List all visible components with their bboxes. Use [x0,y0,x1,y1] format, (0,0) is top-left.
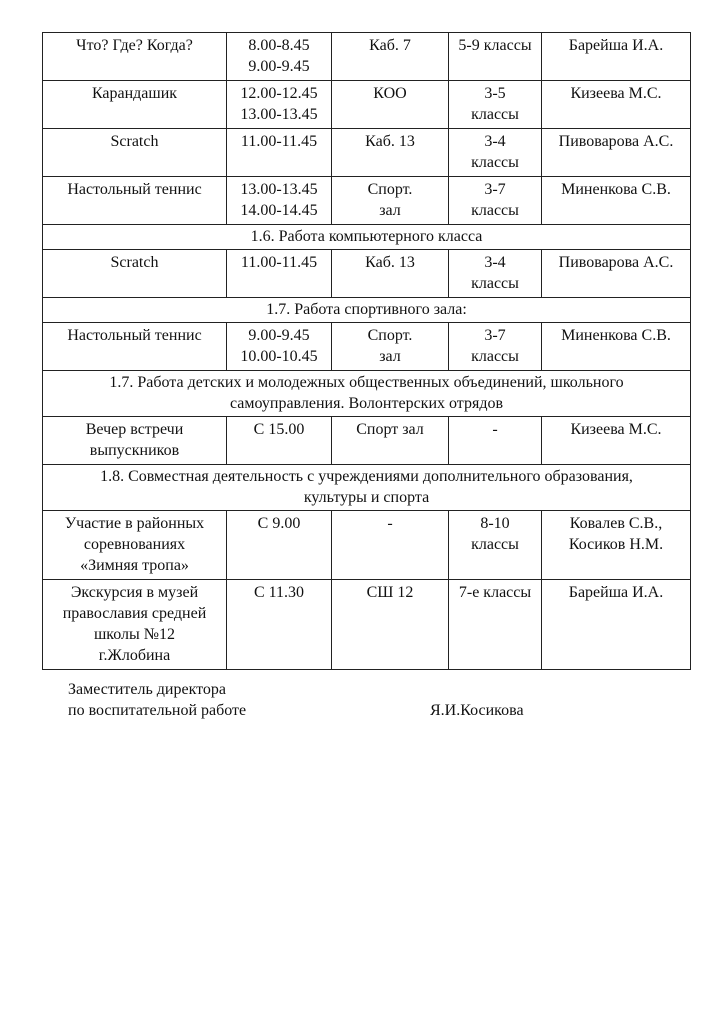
section-heading [43,465,691,511]
table-row [43,81,691,129]
time-cell-line: 9.00-9.45 [248,58,310,75]
section-heading-line: 1.7. Работа детских и молодежных общественных объединений, школьного [109,374,624,391]
place-cell [332,129,449,177]
grade-cell-line: классы [471,275,519,292]
place-cell-line: Спорт. [367,181,413,198]
activity-cell [43,323,227,371]
grade-cell-line: 3-4 [484,133,506,150]
table-row [43,129,691,177]
person-cell-line: Пивоварова А.С. [558,133,674,150]
person-cell [542,511,691,580]
activity-cell [43,580,227,670]
grade-cell [449,177,542,225]
grade-cell-line: 3-5 [484,85,506,102]
activity-cell-line: школы №12 [93,626,176,643]
time-cell [227,580,332,670]
activity-cell-line: Экскурсия в музей [70,584,199,601]
section-row [43,298,691,323]
place-cell [332,580,449,670]
activity-cell [43,511,227,580]
place-cell-line: СШ 12 [366,584,414,601]
grade-cell-line: классы [471,536,519,553]
grade-cell [449,580,542,670]
activity-cell-line: Что? Где? Когда? [76,37,193,54]
activity-cell [43,177,227,225]
person-cell [542,33,691,81]
time-cell-line: 12.00-12.45 [240,85,318,102]
person-cell-line: Миненкова С.В. [561,327,671,344]
grade-cell [449,129,542,177]
place-cell [332,417,449,465]
signature-title-line2: по воспитательной работе [68,702,247,719]
person-cell-line: Кизеева М.С. [570,421,662,438]
schedule-table [42,32,691,670]
time-cell [227,323,332,371]
signature-title-line1: Заместитель директора [68,681,227,698]
activity-cell-line: Scratch [110,254,159,271]
person-cell-line: Кизеева М.С. [570,85,662,102]
activity-cell [43,81,227,129]
grade-cell-line: 3-7 [484,181,506,198]
place-cell-line: зал [379,348,401,365]
section-heading-line: культуры и спорта [303,489,430,506]
table-row [43,323,691,371]
person-cell [542,250,691,298]
signature-block [68,679,588,721]
signature-name: Я.И.Косикова [430,702,524,719]
person-cell [542,417,691,465]
place-cell-line: Спорт зал [356,421,424,438]
activity-cell [43,250,227,298]
place-cell-line: Каб. 13 [365,254,415,271]
time-cell-line: 13.00-13.45 [240,181,318,198]
time-cell-line: 13.00-13.45 [240,106,318,123]
grade-cell-line: 3-7 [484,327,506,344]
person-cell [542,177,691,225]
activity-cell-line: выпускников [89,442,180,459]
person-cell [542,323,691,371]
section-row [43,465,691,511]
place-cell-line: - [387,515,393,532]
grade-cell [449,33,542,81]
grade-cell-line: 5-9 классы [458,37,532,54]
place-cell [332,33,449,81]
section-row [43,371,691,417]
activity-cell [43,33,227,81]
activity-cell [43,417,227,465]
table-row [43,417,691,465]
grade-cell-line: 8-10 [480,515,510,532]
place-cell-line: зал [379,202,401,219]
activity-cell-line: г.Жлобина [98,647,171,664]
place-cell-line: Каб. 13 [365,133,415,150]
person-cell-line: Пивоварова А.С. [558,254,674,271]
time-cell [227,33,332,81]
time-cell-line: С 9.00 [257,515,301,532]
time-cell [227,129,332,177]
grade-cell [449,511,542,580]
section-heading-line: самоуправления. Волонтерских отрядов [229,395,504,412]
time-cell [227,250,332,298]
person-cell-line: Ковалев С.В., [569,515,663,532]
person-cell [542,580,691,670]
grade-cell-line: классы [471,154,519,171]
place-cell-line: КОО [373,85,407,102]
time-cell-line: 11.00-11.45 [240,133,318,150]
section-heading [43,371,691,417]
time-cell-line: 11.00-11.45 [240,254,318,271]
section-heading-line: 1.8. Совместная деятельность с учреждениями дополнительного образования, [100,468,633,485]
section-row [43,225,691,250]
table-row [43,250,691,298]
grade-cell [449,417,542,465]
grade-cell-line: классы [471,106,519,123]
section-heading-line: 1.7. Работа спортивного зала: [266,301,467,318]
person-cell-line: Барейша И.А. [568,584,664,601]
section-heading [43,225,691,250]
grade-cell [449,81,542,129]
activity-cell-line: Настольный теннис [67,327,202,344]
place-cell [332,81,449,129]
grade-cell-line: 7-е классы [458,584,532,601]
activity-cell-line: Настольный теннис [67,181,202,198]
place-cell-line: Спорт. [367,327,413,344]
time-cell-line: С 11.30 [253,584,305,601]
place-cell-line: Каб. 7 [369,37,411,54]
person-cell [542,129,691,177]
table-row [43,33,691,81]
place-cell [332,323,449,371]
grade-cell [449,323,542,371]
time-cell [227,177,332,225]
activity-cell-line: соревнованиях [83,536,186,553]
table-row [43,511,691,580]
time-cell [227,511,332,580]
table-row [43,177,691,225]
time-cell-line: С 15.00 [253,421,305,438]
grade-cell-line: 3-4 [484,254,506,271]
place-cell [332,177,449,225]
activity-cell [43,129,227,177]
time-cell-line: 14.00-14.45 [240,202,318,219]
place-cell [332,511,449,580]
table-row [43,580,691,670]
grade-cell-line: классы [471,202,519,219]
time-cell-line: 9.00-9.45 [248,327,310,344]
activity-cell-line: Карандашик [91,85,178,102]
person-cell-line: Миненкова С.В. [561,181,671,198]
time-cell [227,417,332,465]
activity-cell-line: Участие в районных [64,515,205,532]
grade-cell [449,250,542,298]
section-heading-line: 1.6. Работа компьютерного класса [250,228,483,245]
activity-cell-line: православия средней [62,605,207,622]
time-cell-line: 8.00-8.45 [248,37,310,54]
grade-cell-line: классы [471,348,519,365]
person-cell-line: Косиков Н.М. [568,536,664,553]
person-cell [542,81,691,129]
person-cell-line: Барейша И.А. [568,37,664,54]
activity-cell-line: «Зимняя тропа» [80,557,189,574]
activity-cell-line: Вечер встречи [85,421,184,438]
grade-cell-line: - [492,421,498,438]
time-cell-line: 10.00-10.45 [240,348,318,365]
section-heading [43,298,691,323]
activity-cell-line: Scratch [110,133,159,150]
place-cell [332,250,449,298]
time-cell [227,81,332,129]
